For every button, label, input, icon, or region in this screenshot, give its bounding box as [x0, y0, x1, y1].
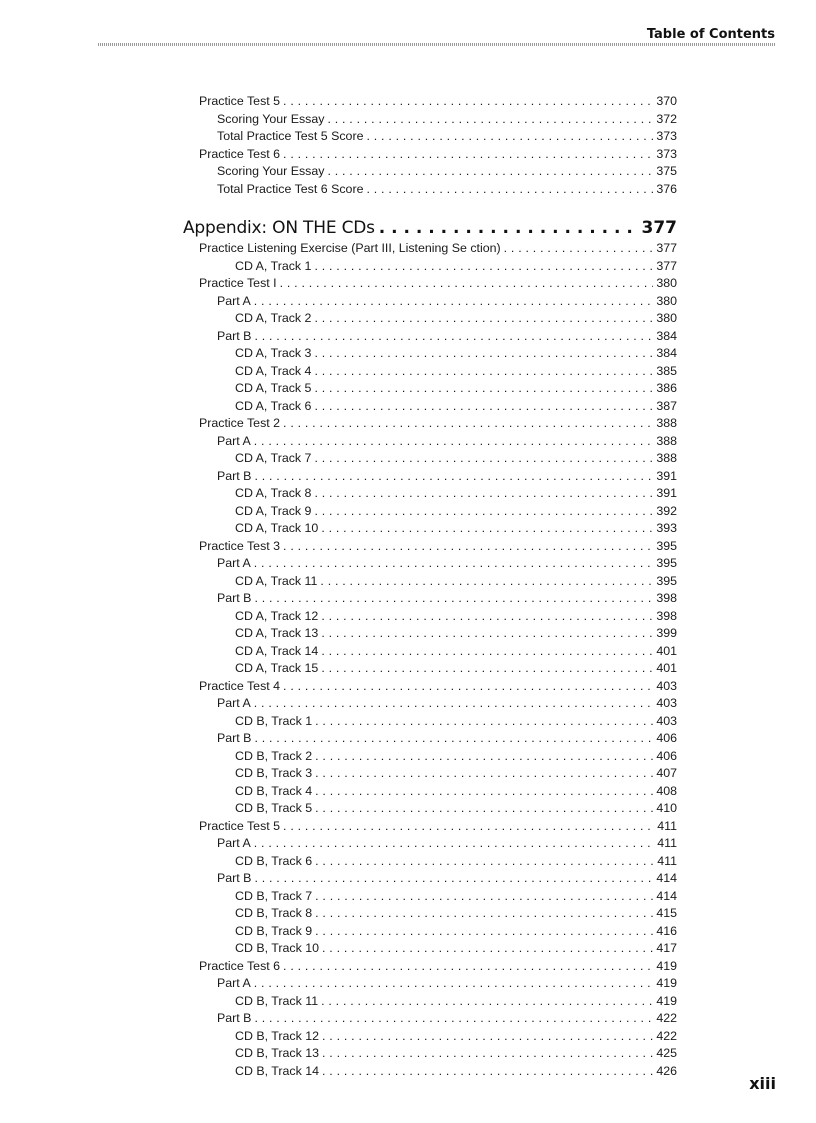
toc-entry-page-number: 391 — [656, 468, 677, 483]
dot-leader — [327, 163, 653, 181]
toc-entry-label: Practice Test 6 — [199, 958, 281, 973]
toc-entry-label: Practice Test 3 — [199, 538, 281, 553]
toc-entry-page-number: 380 — [656, 276, 677, 290]
toc-entry-label: Part B — [217, 328, 252, 343]
dot-leader — [315, 713, 653, 731]
toc-entry[interactable] — [199, 93, 677, 111]
toc-entry-page-number: 401 — [656, 643, 677, 658]
toc-entry-page-number: 411 — [657, 853, 677, 868]
toc-entry-page-number: 419 — [656, 976, 677, 990]
appendix-heading-label: Appendix: ON THE CDs — [183, 218, 375, 238]
dot-leader — [315, 923, 653, 941]
toc-entry[interactable] — [199, 328, 677, 346]
toc-entry-page-number: 388 — [656, 416, 677, 430]
dot-leader — [321, 625, 653, 643]
toc-entry-label: Scoring Your Essay — [217, 164, 325, 178]
toc-entry[interactable] — [199, 730, 677, 748]
toc-entry-page-number: 376 — [656, 181, 677, 196]
toc-entry-label: CD A, Track 12 — [235, 608, 319, 623]
toc-entry-label: CD A, Track 4 — [235, 363, 312, 378]
toc-entry[interactable] — [199, 128, 677, 146]
dot-leader — [283, 818, 654, 836]
dot-leader — [314, 345, 653, 363]
toc-entry-page-number: 414 — [656, 871, 677, 885]
dot-leader — [280, 275, 654, 293]
dot-leader — [283, 415, 653, 433]
toc-entry[interactable] — [199, 398, 677, 416]
toc-entry[interactable] — [199, 1010, 677, 1028]
page-folio: xiii — [749, 1074, 776, 1093]
toc-entry-page-number: 416 — [656, 923, 677, 938]
toc-entry[interactable] — [199, 870, 677, 888]
toc-entry-page-number: 414 — [656, 888, 677, 903]
toc-entry-page-number: 393 — [656, 521, 677, 535]
toc-entry-page-number: 408 — [656, 783, 677, 798]
toc-entry[interactable] — [199, 503, 677, 521]
dot-leader — [314, 310, 653, 328]
toc-entry[interactable] — [199, 163, 677, 181]
toc-entry[interactable] — [199, 1028, 677, 1046]
toc-entry-label: CD B, Track 8 — [235, 906, 313, 920]
dot-leader — [315, 888, 653, 906]
toc-entry[interactable] — [199, 258, 677, 276]
dot-leader — [320, 573, 653, 591]
toc-entry-label: Total Practice Test 5 Score — [217, 129, 364, 143]
toc-top-list — [199, 93, 677, 198]
toc-entry-label: Practice Listening Exercise (Part III, Listening Se ction) — [199, 241, 501, 255]
toc-entry-label: CD B, Track 3 — [235, 766, 313, 780]
toc-entry-page-number: 419 — [656, 993, 677, 1008]
toc-entry-page-number: 425 — [656, 1046, 677, 1060]
toc-entry-label: CD B, Track 12 — [235, 1028, 320, 1043]
dot-leader — [283, 146, 653, 164]
toc-entry-label: Practice Test 6 — [199, 146, 281, 161]
toc-entry[interactable] — [199, 450, 677, 468]
toc-entry-page-number: 399 — [656, 626, 677, 640]
toc-entry-page-number: 417 — [656, 941, 677, 955]
toc-entry-label: CD B, Track 4 — [235, 783, 313, 798]
toc-entry-label: Part A — [217, 696, 251, 710]
toc-entry[interactable] — [199, 853, 677, 871]
dot-leader — [283, 538, 653, 556]
toc-entry-label: CD B, Track 7 — [235, 888, 313, 903]
toc-entry[interactable] — [199, 713, 677, 731]
dot-leader — [254, 835, 654, 853]
toc-entry-page-number: 395 — [656, 538, 677, 553]
toc-entry[interactable] — [199, 818, 677, 836]
dot-leader — [283, 678, 653, 696]
toc-entry-label: CD B, Track 10 — [235, 941, 320, 955]
dot-leader — [504, 240, 654, 258]
toc-entry[interactable] — [199, 608, 677, 626]
toc-entry-label: Practice Test 5 — [199, 818, 281, 833]
header-rule — [98, 43, 776, 46]
toc-entry[interactable] — [199, 485, 677, 503]
dot-leader — [314, 503, 653, 521]
dot-leader — [366, 128, 653, 146]
toc-entry-label: CD A, Track 3 — [235, 346, 312, 360]
dot-leader — [283, 958, 653, 976]
dot-leader — [322, 1063, 653, 1081]
toc-entry-page-number: 406 — [656, 748, 677, 763]
toc-entry[interactable] — [199, 520, 677, 538]
toc-entry-page-number: 380 — [656, 293, 677, 308]
toc-entry-page-number: 386 — [656, 381, 677, 395]
toc-entry-label: CD A, Track 8 — [235, 486, 312, 500]
toc-entry-page-number: 375 — [656, 164, 677, 178]
toc-entry-label: Part B — [217, 871, 252, 885]
toc-entry-page-number: 395 — [656, 556, 677, 570]
dot-leader — [327, 111, 653, 129]
toc-entry-label: CD A, Track 10 — [235, 521, 319, 535]
toc-entry-label: CD B, Track 2 — [235, 748, 313, 763]
toc-entry-label: Scoring Your Essay — [217, 111, 325, 126]
toc-entry-page-number: 401 — [656, 661, 677, 675]
toc-entry-page-number: 411 — [657, 818, 677, 833]
toc-entry-page-number: 384 — [656, 328, 677, 343]
toc-entry[interactable] — [199, 573, 677, 591]
toc-entry[interactable] — [199, 146, 677, 164]
toc-entry-label: CD A, Track 2 — [235, 311, 312, 325]
toc-entry[interactable] — [199, 363, 677, 381]
toc-entry-label: CD A, Track 6 — [235, 398, 312, 413]
toc-entry[interactable] — [199, 275, 677, 293]
toc-entry-page-number: 398 — [656, 608, 677, 623]
toc-entry[interactable] — [199, 538, 677, 556]
toc-entry-page-number: 407 — [656, 766, 677, 780]
toc-entry[interactable] — [199, 345, 677, 363]
dot-leader — [321, 660, 653, 678]
toc-entry-label: CD A, Track 5 — [235, 381, 312, 395]
toc-entry-label: Part A — [217, 433, 251, 448]
toc-entry[interactable] — [199, 181, 677, 199]
dot-leader — [254, 730, 653, 748]
toc-entry-label: CD B, Track 5 — [235, 801, 313, 815]
toc-entry-label: Part A — [217, 293, 251, 308]
toc-entry-page-number: 370 — [656, 94, 677, 108]
toc-entry-page-number: 403 — [656, 678, 677, 693]
dot-leader — [315, 783, 653, 801]
dot-leader — [254, 695, 654, 713]
toc-entry-label: Part B — [217, 1011, 252, 1025]
toc-entry-label: CD A, Track 9 — [235, 503, 312, 518]
toc-entry[interactable] — [199, 625, 677, 643]
toc-entry-page-number: 403 — [656, 696, 677, 710]
toc-entry-page-number: 410 — [656, 801, 677, 815]
toc-entry-page-number: 385 — [656, 363, 677, 378]
toc-entry-page-number: 388 — [656, 433, 677, 448]
toc-entry[interactable] — [199, 923, 677, 941]
toc-entry[interactable] — [199, 660, 677, 678]
toc-entry-label: Total Practice Test 6 Score — [217, 181, 364, 196]
toc-entry-label: CD A, Track 1 — [235, 258, 312, 273]
toc-entry-label: CD B, Track 1 — [235, 713, 313, 728]
toc-entry-label: Part B — [217, 468, 252, 483]
dot-leader — [315, 748, 653, 766]
dot-leader — [254, 468, 653, 486]
dot-leader — [314, 363, 653, 381]
toc-entry-page-number: 373 — [656, 146, 677, 161]
toc-appendix-list — [199, 240, 677, 1080]
toc-entry-page-number: 377 — [656, 258, 677, 273]
dot-leader — [254, 975, 654, 993]
toc-entry[interactable] — [199, 975, 677, 993]
toc-entry-page-number: 406 — [656, 731, 677, 745]
toc-entry-label: Practice Test 4 — [199, 678, 281, 693]
toc-entry-label: CD A, Track 11 — [235, 573, 318, 588]
toc-entry-label: CD A, Track 15 — [235, 661, 319, 675]
toc-entry[interactable] — [199, 993, 677, 1011]
dot-leader — [315, 853, 654, 871]
toc-entry-label: Practice Test 2 — [199, 416, 281, 430]
toc-entry[interactable] — [199, 888, 677, 906]
dot-leader — [314, 450, 653, 468]
dot-leader — [379, 216, 638, 240]
toc-entry-label: CD A, Track 14 — [235, 643, 319, 658]
toc-entry[interactable] — [199, 240, 677, 258]
appendix-page-number: 377 — [641, 218, 677, 238]
dot-leader — [254, 433, 654, 451]
toc-entry[interactable] — [199, 555, 677, 573]
toc-entry[interactable] — [199, 415, 677, 433]
toc-entry-page-number: 391 — [656, 486, 677, 500]
toc-entry-page-number: 380 — [656, 311, 677, 325]
dot-leader — [254, 328, 653, 346]
toc-entry[interactable] — [199, 468, 677, 486]
dot-leader — [315, 800, 653, 818]
toc-entry-label: Part A — [217, 556, 251, 570]
toc-entry-page-number: 387 — [656, 398, 677, 413]
toc-entry[interactable] — [199, 380, 677, 398]
dot-leader — [321, 520, 653, 538]
toc-entry[interactable] — [199, 111, 677, 129]
toc-entry[interactable] — [199, 643, 677, 661]
toc-entry[interactable] — [199, 1045, 677, 1063]
dot-leader — [322, 940, 653, 958]
dot-leader — [314, 258, 653, 276]
toc-entry[interactable] — [199, 765, 677, 783]
toc-entry-page-number: 403 — [656, 713, 677, 728]
dot-leader — [322, 1028, 653, 1046]
toc-entry[interactable] — [199, 748, 677, 766]
toc-entry-label: CD B, Track 9 — [235, 923, 313, 938]
toc-entry-page-number: 384 — [656, 346, 677, 360]
toc-entry[interactable] — [199, 310, 677, 328]
toc-entry-label: Part B — [217, 731, 252, 745]
dot-leader — [254, 870, 653, 888]
dot-leader — [315, 905, 653, 923]
toc-entry-label: Practice Test 5 — [199, 94, 281, 108]
dot-leader — [315, 765, 653, 783]
dot-leader — [321, 608, 653, 626]
toc-entry-page-number: 422 — [656, 1011, 677, 1025]
toc-entry[interactable] — [199, 783, 677, 801]
toc-entry[interactable] — [199, 958, 677, 976]
toc-entry[interactable] — [199, 695, 677, 713]
dot-leader — [322, 1045, 653, 1063]
dot-leader — [254, 293, 654, 311]
toc-entry-label: Practice Test I — [199, 276, 277, 290]
running-head: Table of Contents — [646, 27, 775, 42]
toc-entry-page-number: 419 — [656, 958, 677, 973]
toc-entry[interactable] — [199, 590, 677, 608]
toc-entry-label: CD B, Track 13 — [235, 1046, 320, 1060]
toc-entry-label: CD B, Track 11 — [235, 993, 319, 1008]
dot-leader — [254, 1010, 653, 1028]
table-of-contents — [183, 93, 677, 1080]
toc-entry[interactable] — [199, 835, 677, 853]
toc-entry-page-number: 388 — [656, 451, 677, 465]
toc-entry[interactable] — [199, 905, 677, 923]
toc-entry-label: CD A, Track 7 — [235, 451, 312, 465]
toc-entry-page-number: 377 — [656, 241, 677, 255]
toc-entry-page-number: 426 — [656, 1063, 677, 1078]
dot-leader — [321, 993, 653, 1011]
toc-entry[interactable] — [199, 800, 677, 818]
toc-entry-page-number: 411 — [657, 836, 677, 850]
toc-entry[interactable] — [199, 940, 677, 958]
toc-entry-page-number: 395 — [656, 573, 677, 588]
toc-entry-page-number: 415 — [656, 906, 677, 920]
dot-leader — [314, 485, 653, 503]
toc-entry[interactable] — [199, 293, 677, 311]
toc-entry-page-number: 392 — [656, 503, 677, 518]
toc-entry-label: CD B, Track 6 — [235, 853, 313, 868]
toc-entry-page-number: 398 — [656, 591, 677, 605]
dot-leader — [321, 643, 653, 661]
toc-entry[interactable] — [199, 1063, 677, 1081]
toc-entry-page-number: 373 — [656, 129, 677, 143]
dot-leader — [366, 181, 653, 199]
toc-entry[interactable] — [199, 433, 677, 451]
dot-leader — [254, 555, 654, 573]
toc-entry-label: CD A, Track 13 — [235, 626, 319, 640]
dot-leader — [314, 380, 653, 398]
appendix-heading[interactable] — [183, 216, 677, 240]
toc-entry-page-number: 422 — [656, 1028, 677, 1043]
toc-entry-label: Part A — [217, 836, 251, 850]
dot-leader — [314, 398, 653, 416]
toc-entry-label: CD B, Track 14 — [235, 1063, 320, 1078]
toc-entry[interactable] — [199, 678, 677, 696]
toc-entry-label: Part B — [217, 591, 252, 605]
toc-entry-label: Part A — [217, 976, 251, 990]
toc-entry-page-number: 372 — [656, 111, 677, 126]
dot-leader — [254, 590, 653, 608]
dot-leader — [283, 93, 653, 111]
